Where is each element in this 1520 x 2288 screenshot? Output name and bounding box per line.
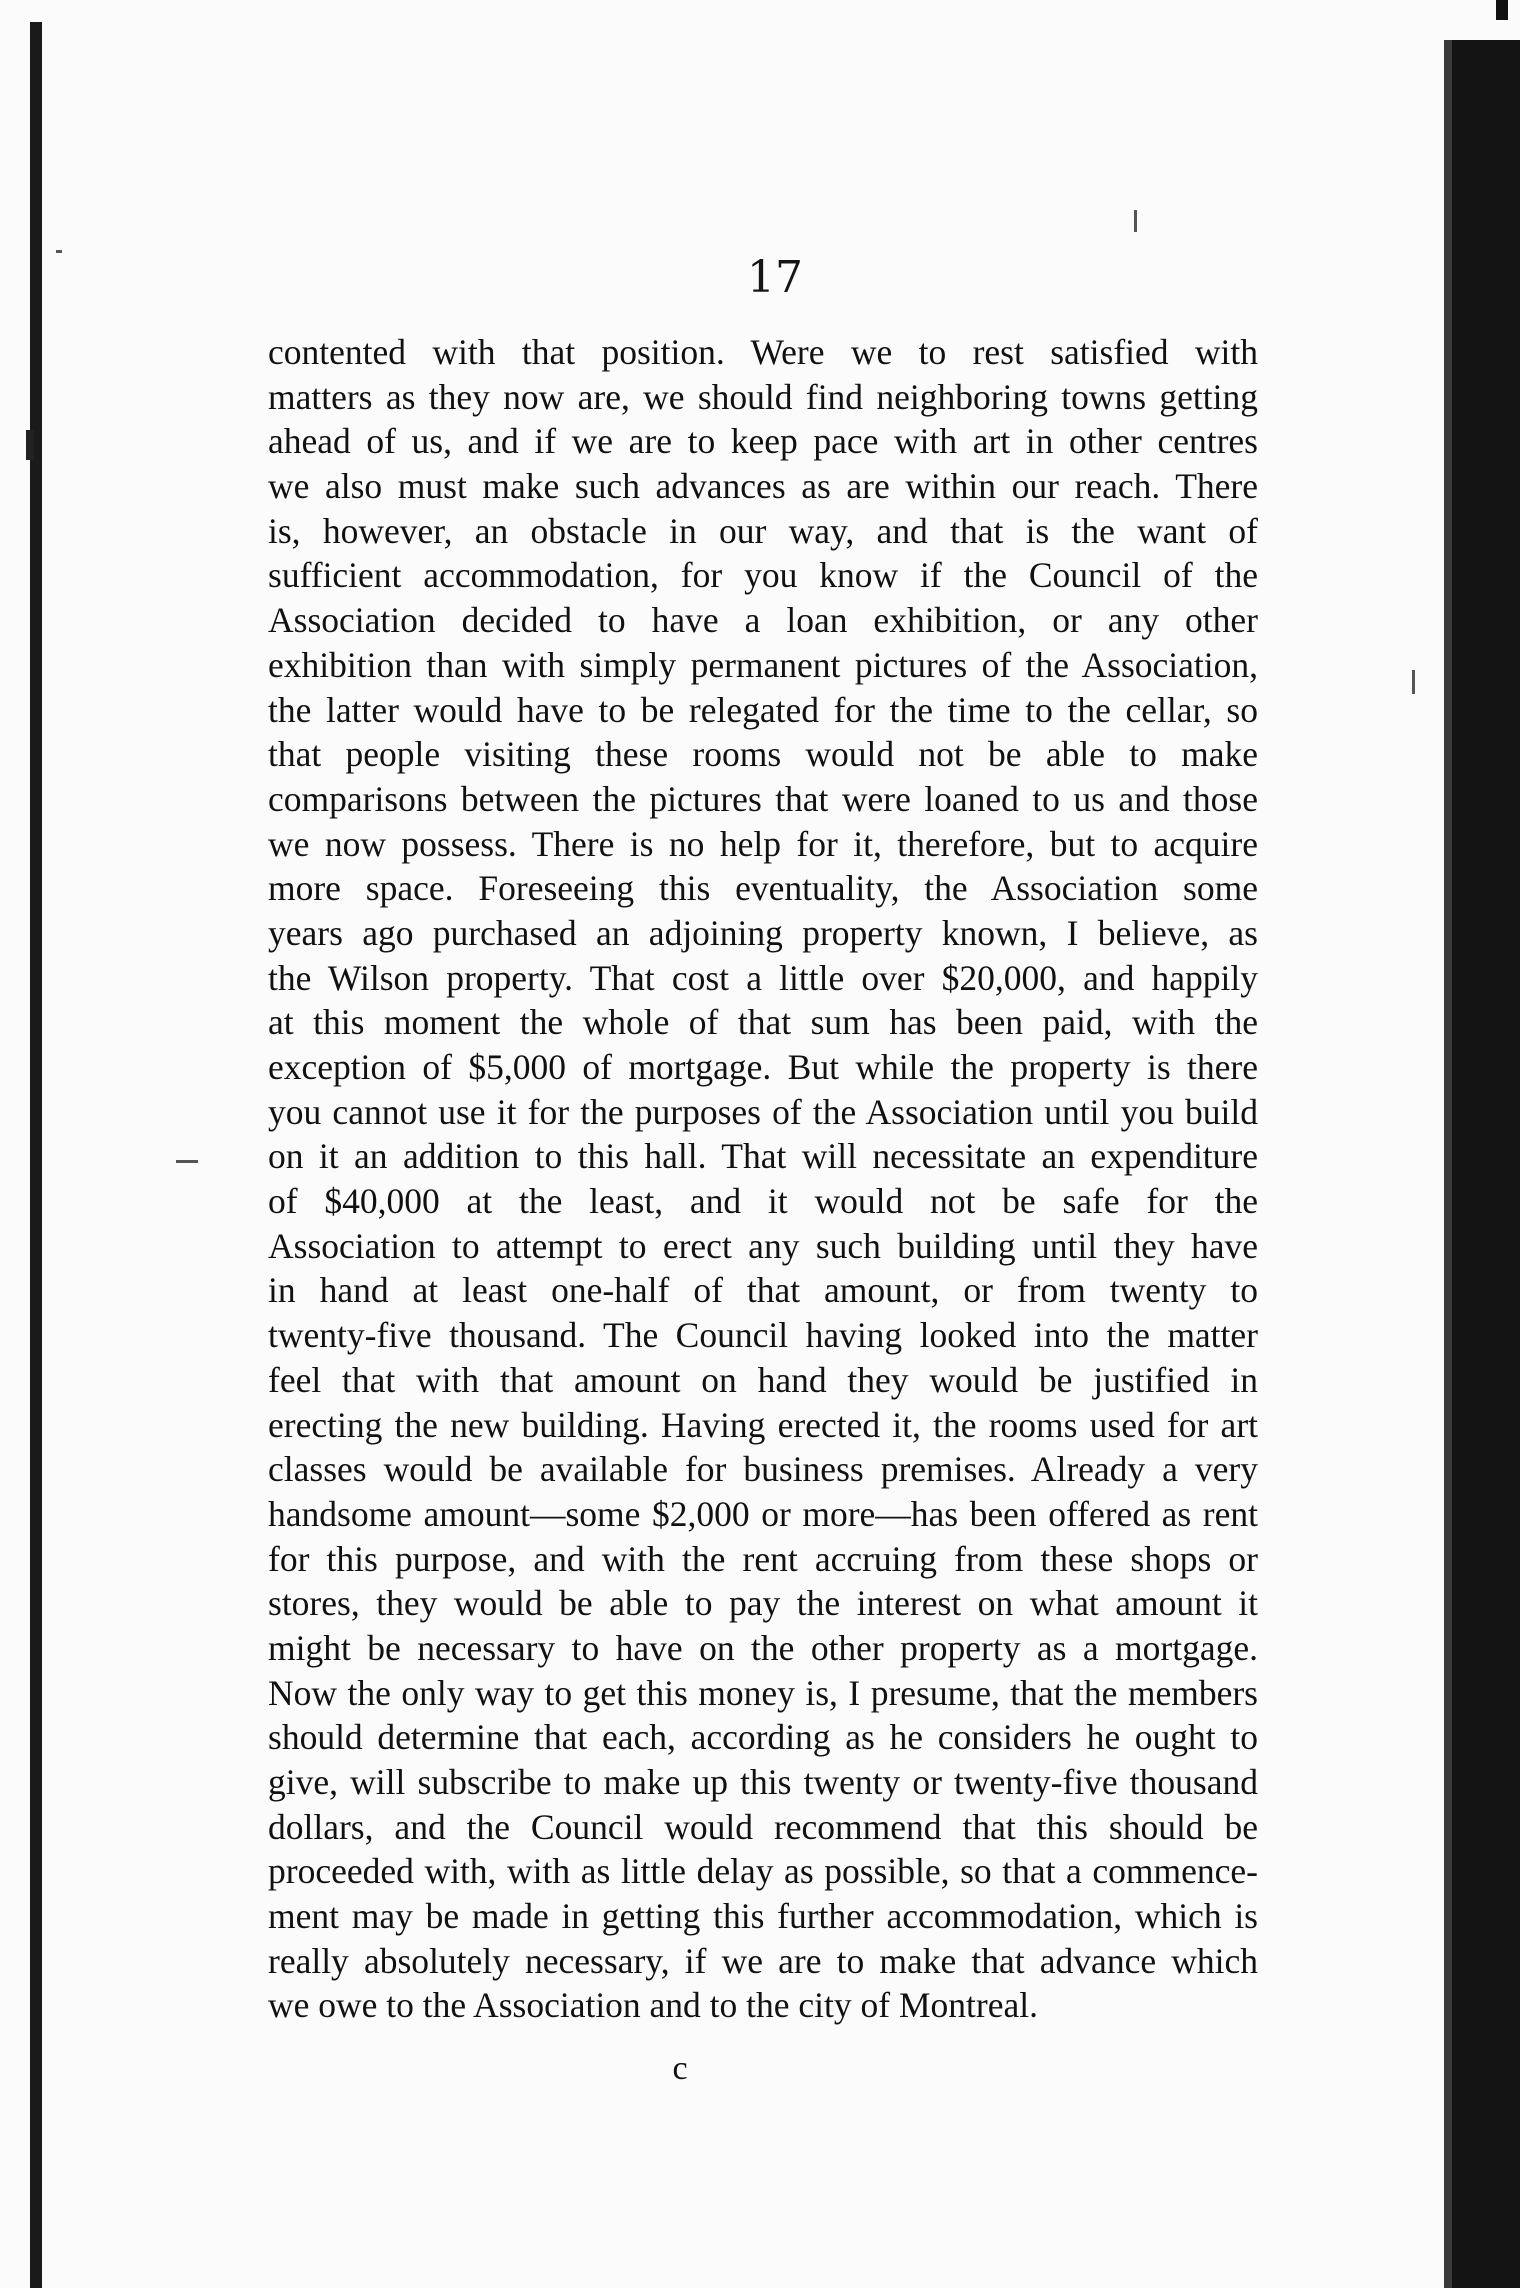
scan-speck <box>56 250 62 253</box>
text-line: exception of $5,000 of mortgage. But while the property is there <box>268 1047 1258 1087</box>
text-line: for this purpose, and with the rent accruing from these shops or <box>268 1538 1258 1579</box>
text-line: on it an addition to this hall. That will necessitate an expenditure <box>268 1136 1258 1177</box>
text-line: the latter would have to be relegated for the time to the cellar, so <box>268 689 1258 730</box>
text-line: of $40,000 at the least, and it would not be safe for the <box>268 1181 1258 1222</box>
text-line: ahead of us, and if we are to keep pace with art in other centres <box>268 421 1258 462</box>
text-line: we now possess. There is no help for it, therefore, but to acquire <box>268 823 1258 864</box>
text-line: Now the only way to get this money is, I presume, that the members <box>268 1672 1258 1713</box>
text-line: comparisons between the pictures that were loaned to us and those <box>268 778 1258 819</box>
text-line: feel that with that amount on hand they would be justified in <box>268 1359 1258 1400</box>
scan-artifact-mark <box>1496 0 1508 20</box>
text-line: really absolutely necessary, if we are to make that advance which <box>268 1940 1258 1981</box>
text-line: that people visiting these rooms would not be able to make <box>268 734 1258 775</box>
scan-speck <box>1412 670 1415 694</box>
text-line: dollars, and the Council would recommend that this should be <box>268 1806 1258 1847</box>
text-line: should determine that each, according as he considers he ought to <box>268 1717 1258 1758</box>
body-text <box>268 330 1258 2028</box>
text-line: more space. Foreseeing this eventuality, the Association some <box>268 868 1258 909</box>
scan-speck <box>1134 210 1137 232</box>
page-number: 17 <box>747 252 803 303</box>
text-line: years ago purchased an adjoining property known, I believe, as <box>268 912 1258 953</box>
text-line: Association decided to have a loan exhibition, or any other <box>268 600 1258 641</box>
book-binding-left-edge <box>30 22 42 2288</box>
text-line: sufficient accommodation, for you know if the Council of the <box>268 555 1258 596</box>
text-line: might be necessary to have on the other property as a mortgage. <box>268 1627 1258 1668</box>
text-line: we also must make such advances as are within our reach. There <box>268 466 1258 507</box>
board-edge-highlight <box>1444 40 1452 2288</box>
text-line: ment may be made in getting this further accommodation, which is <box>268 1896 1258 1937</box>
book-board-right-edge <box>1444 40 1520 2288</box>
text-line: stores, they would be able to pay the interest on what amount it <box>268 1583 1258 1624</box>
text-line: erecting the new building. Having erected it, the rooms used for art <box>268 1404 1258 1445</box>
text-line: give, will subscribe to make up this twenty or twenty-five thousand <box>268 1762 1258 1802</box>
text-line: handsome amount—some $2,000 or more—has been offered as rent <box>268 1493 1258 1534</box>
text-line: classes would be available for business premises. Already a very <box>268 1449 1258 1490</box>
scan-speck <box>176 1160 198 1163</box>
text-line: matters as they now are, we should find neighboring towns getting <box>268 376 1258 417</box>
signature-mark: c <box>672 2050 688 2087</box>
text-line: at this moment the whole of that sum has been paid, with the <box>268 1002 1258 1043</box>
text-line: proceeded with, with as little delay as possible, so that a commence- <box>268 1851 1258 1892</box>
text-line: is, however, an obstacle in our way, and that is the want of <box>268 510 1258 551</box>
text-line: Association to attempt to erect any such building until they have <box>268 1225 1258 1266</box>
text-line: you cannot use it for the purposes of the Association until you build <box>268 1091 1258 1132</box>
text-line: twenty-five thousand. The Council having looked into the matter <box>268 1315 1258 1356</box>
text-line: we owe to the Association and to the city of Montreal. <box>268 1985 1038 2026</box>
binding-notch <box>26 430 34 460</box>
text-line: exhibition than with simply permanent pictures of the Association, <box>268 644 1258 685</box>
text-line: contented with that position. Were we to rest satisfied with <box>268 332 1258 372</box>
text-line: the Wilson property. That cost a little over $20,000, and happily <box>268 957 1258 998</box>
text-line: in hand at least one-half of that amount, or from twenty to <box>268 1270 1258 1311</box>
